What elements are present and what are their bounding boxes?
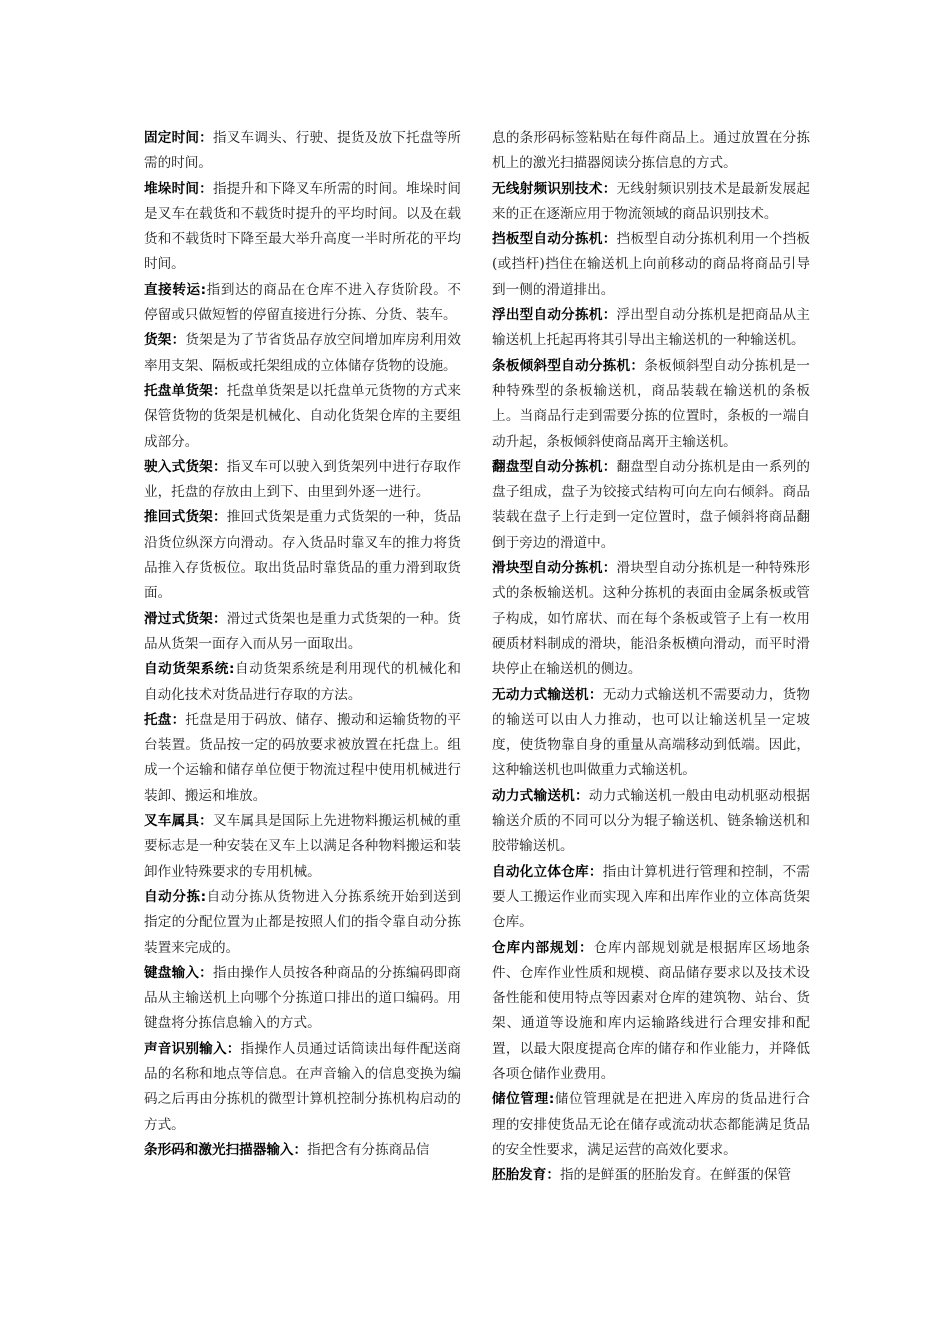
entry-term: 滑块型自动分拣机：	[492, 560, 617, 577]
entry-definition: 挡板型自动分拣机利用一个挡板(或挡杆)挡住在输送机上向前移动的商品将商品引导到一侧的滑道排出。	[492, 231, 811, 298]
entry-definition: 指的是鲜蛋的胚胎发育。在鲜蛋的保管	[559, 1167, 792, 1184]
entry-definition: 动力式输送机一般由电动机驱动根据输送介质的不同可以分为辊子输送机、链条输送机和胶带输送机。	[492, 787, 811, 855]
entry-definition: 滑块型自动分拣机是一种特殊形式的条板输送机。这种分拣机的表面由金属条板或管子构成，如竹席状、而在每个条板或管子上有一枚用硬质材料制成的滑块，能沿条板横向滑动，而平时滑块停止在输送机的侧边。	[492, 560, 811, 678]
glossary-entry	[492, 227, 810, 303]
entry-definition: 自动货架系统是利用现代的机械化和自动化技术对货品进行存取的方法。	[144, 661, 462, 703]
entry-definition: 叉车属具是国际上先进物料搬运机械的重要标志是一种安装在叉车上以满足各种物料搬运和装卸作业特殊要求的专用机械。	[144, 813, 462, 880]
entry-term: 滑过式货架：	[144, 610, 227, 627]
glossary-entry	[492, 1087, 810, 1163]
entry-term: 堆垛时间：	[144, 180, 213, 197]
entry-definition: 无线射频识别技术是最新发展起来的正在逐渐应用于物流领域的商品识别技术。	[492, 180, 811, 222]
entry-definition: 仓库内部规划就是根据库区场地条件、仓库作业性质和规模、商品储存要求以及技术设备性能和使用特点等因素对仓库的建筑物、站台、货架、通道等设施和库内运输路线进行合理安排和配置，以最大限度提高仓库的储存和作业能力，并降低各项仓储作业费用。	[492, 939, 810, 1082]
entry-definition: 指到达的商品在仓库不进入存货阶段。不停留或只做短暂的停留直接进行分拣、分货、装车。	[144, 281, 462, 324]
entry-term: 仓库内部规划：	[492, 939, 594, 956]
entry-definition: 托盘单货架是以托盘单元货物的方式来保管货物的货架是机械化、自动化货架仓库的主要组成部分。	[144, 382, 462, 450]
glossary-entry	[144, 328, 461, 379]
entry-definition: 条板倾斜型自动分拣机是一种特殊型的条板输送机，商品装载在输送机的条板上。当商品行走到需要分拣的位置时，条板的一端自动升起，条板倾斜使商品离开主输送机。	[492, 357, 810, 450]
entry-term: 自动化立体仓库：	[492, 863, 603, 880]
glossary-entry	[144, 809, 461, 885]
entry-term: 储位管理:	[492, 1091, 555, 1108]
glossary-entry	[492, 455, 810, 556]
entry-term: 驶入式货架：	[144, 458, 227, 475]
glossary-entry	[144, 455, 461, 506]
entry-definition: 指由计算机进行管理和控制，不需要人工搬运作业而实现入库和出库作业的立体高货架仓库。	[492, 863, 811, 931]
entry-definition: 推回式货架是重力式货架的一种，货品沿货位纵深方向滑动。存入货品时靠叉车的推力将货品推入存货板位。取出货品时靠货品的重力滑到取货面。	[144, 509, 462, 602]
entry-definition: 指叉车调头、行驶、提货及放下托盘等所需的时间。	[144, 130, 462, 172]
glossary-entry	[492, 177, 810, 228]
left-column	[144, 126, 461, 1163]
entry-term: 无线射频识别技术：	[492, 180, 617, 197]
entry-term: 推回式货架：	[144, 509, 227, 526]
entry-definition: 储位管理就是在把进入库房的货品进行合理的安排使货品无论在储存或流动状态都能满足货品的安全性要求，满足运营的高效化要求。	[492, 1091, 810, 1158]
entry-definition: 滑过式货架也是重力式货架的一种。货品从货架一面存入而从另一面取出。	[144, 610, 462, 652]
glossary-entry	[492, 683, 810, 784]
entry-definition: 指把含有分拣商品信	[307, 1141, 430, 1158]
glossary-entry	[492, 126, 810, 177]
glossary-entry	[144, 657, 461, 708]
entry-term: 条形码和激光扫描器输入：	[144, 1141, 308, 1158]
glossary-entry	[144, 885, 461, 961]
entry-term: 胚胎发育：	[492, 1167, 560, 1184]
glossary-entry	[144, 379, 461, 455]
glossary-entry	[144, 1037, 461, 1138]
entry-term: 挡板型自动分拣机：	[492, 231, 617, 248]
entry-term: 自动分拣:	[144, 888, 207, 905]
glossary-entry	[144, 278, 461, 329]
glossary-entry	[492, 936, 810, 1088]
entry-term: 固定时间：	[144, 130, 213, 146]
glossary-entry	[144, 177, 461, 278]
entry-definition: 指提升和下降叉车所需的时间。堆垛时间是叉车在载货和不载货时提升的平均时间。以及在载货和不载货时下降至最大举升高度一半时所花的平均时间。	[144, 180, 462, 273]
entry-definition: 无动力式输送机不需要动力，货物的输送可以由人力推动，也可以让输送机呈一定坡度，使货物靠自身的重量从高端移动到低端。因此，这种输送机也叫做重力式输送机。	[492, 686, 811, 779]
entry-definition: 托盘是用于码放、储存、搬动和运输货物的平台装置。货品按一定的码放要求被放置在托盘上。组成一个运输和储存单位便于物流过程中使用机械进行装卸、搬运和堆放。	[144, 711, 461, 804]
entry-term: 货架：	[144, 332, 186, 349]
entry-term: 直接转运:	[144, 281, 207, 298]
entry-term: 声音识别输入：	[144, 1040, 241, 1057]
entry-definition: 指操作人员通过话筒读出每件配送商品的名称和地点等信息。在声音输入的信息变换为编码之后再由分拣机的微型计算机控制分拣机构启动的方式。	[144, 1040, 462, 1133]
entry-definition: 货架是为了节省货品存放空间增加库房利用效率用支架、隔板或托架组成的立体储存货物的设施。	[144, 332, 461, 374]
glossary-entry	[492, 860, 810, 936]
glossary-entry	[144, 708, 461, 809]
entry-term: 无动力式输送机：	[492, 686, 603, 703]
entry-term: 托盘单货架：	[144, 382, 227, 399]
entry-term: 条板倾斜型自动分拣机：	[492, 357, 645, 374]
glossary-entry	[492, 784, 810, 860]
entry-definition: 指叉车可以驶入到货架列中进行存取作业，托盘的存放由上到下、由里到外逐一进行。	[144, 458, 462, 501]
glossary-entry	[492, 354, 810, 455]
entry-definition: 自动分拣从货物进入分拣系统开始到送到指定的分配位置为止都是按照人们的指令靠自动分拣装置来完成的。	[144, 888, 462, 956]
glossary-entry	[492, 556, 810, 682]
glossary-entry	[144, 961, 461, 1037]
entry-term: 动力式输送机：	[492, 787, 589, 804]
glossary-entry	[144, 505, 461, 606]
entry-term: 翻盘型自动分拣机：	[492, 458, 617, 475]
entry-term: 叉车属具：	[144, 813, 213, 830]
glossary-entry	[144, 126, 461, 177]
glossary-entry	[492, 303, 810, 354]
entry-term: 键盘输入：	[144, 964, 213, 981]
entry-definition: 息的条形码标签粘贴在每件商品上。通过放置在分拣机上的激光扫描器阅读分拣信息的方式。	[492, 130, 810, 172]
glossary-entry	[144, 607, 461, 658]
entry-definition: 浮出型自动分拣机是把商品从主输送机上托起再将其引导出主输送机的一种输送机。	[492, 307, 811, 349]
right-column	[492, 126, 810, 1188]
entry-term: 自动货架系统:	[144, 661, 235, 678]
entry-term: 浮出型自动分拣机：	[492, 307, 617, 324]
glossary-entry	[144, 1138, 461, 1163]
glossary-entry	[492, 1163, 810, 1188]
entry-definition: 翻盘型自动分拣机是由一系列的盘子组成，盘子为铰接式结构可向左向右倾斜。商品装载在盘子上行走到一定位置时，盘子倾斜将商品翻倒于旁边的滑道中。	[492, 458, 811, 551]
entry-term: 托盘：	[144, 711, 186, 728]
entry-definition: 指由操作人员按各种商品的分拣编码即商品从主输送机上向哪个分拣道口排出的道口编码。用键盘将分拣信息输入的方式。	[144, 964, 462, 1032]
